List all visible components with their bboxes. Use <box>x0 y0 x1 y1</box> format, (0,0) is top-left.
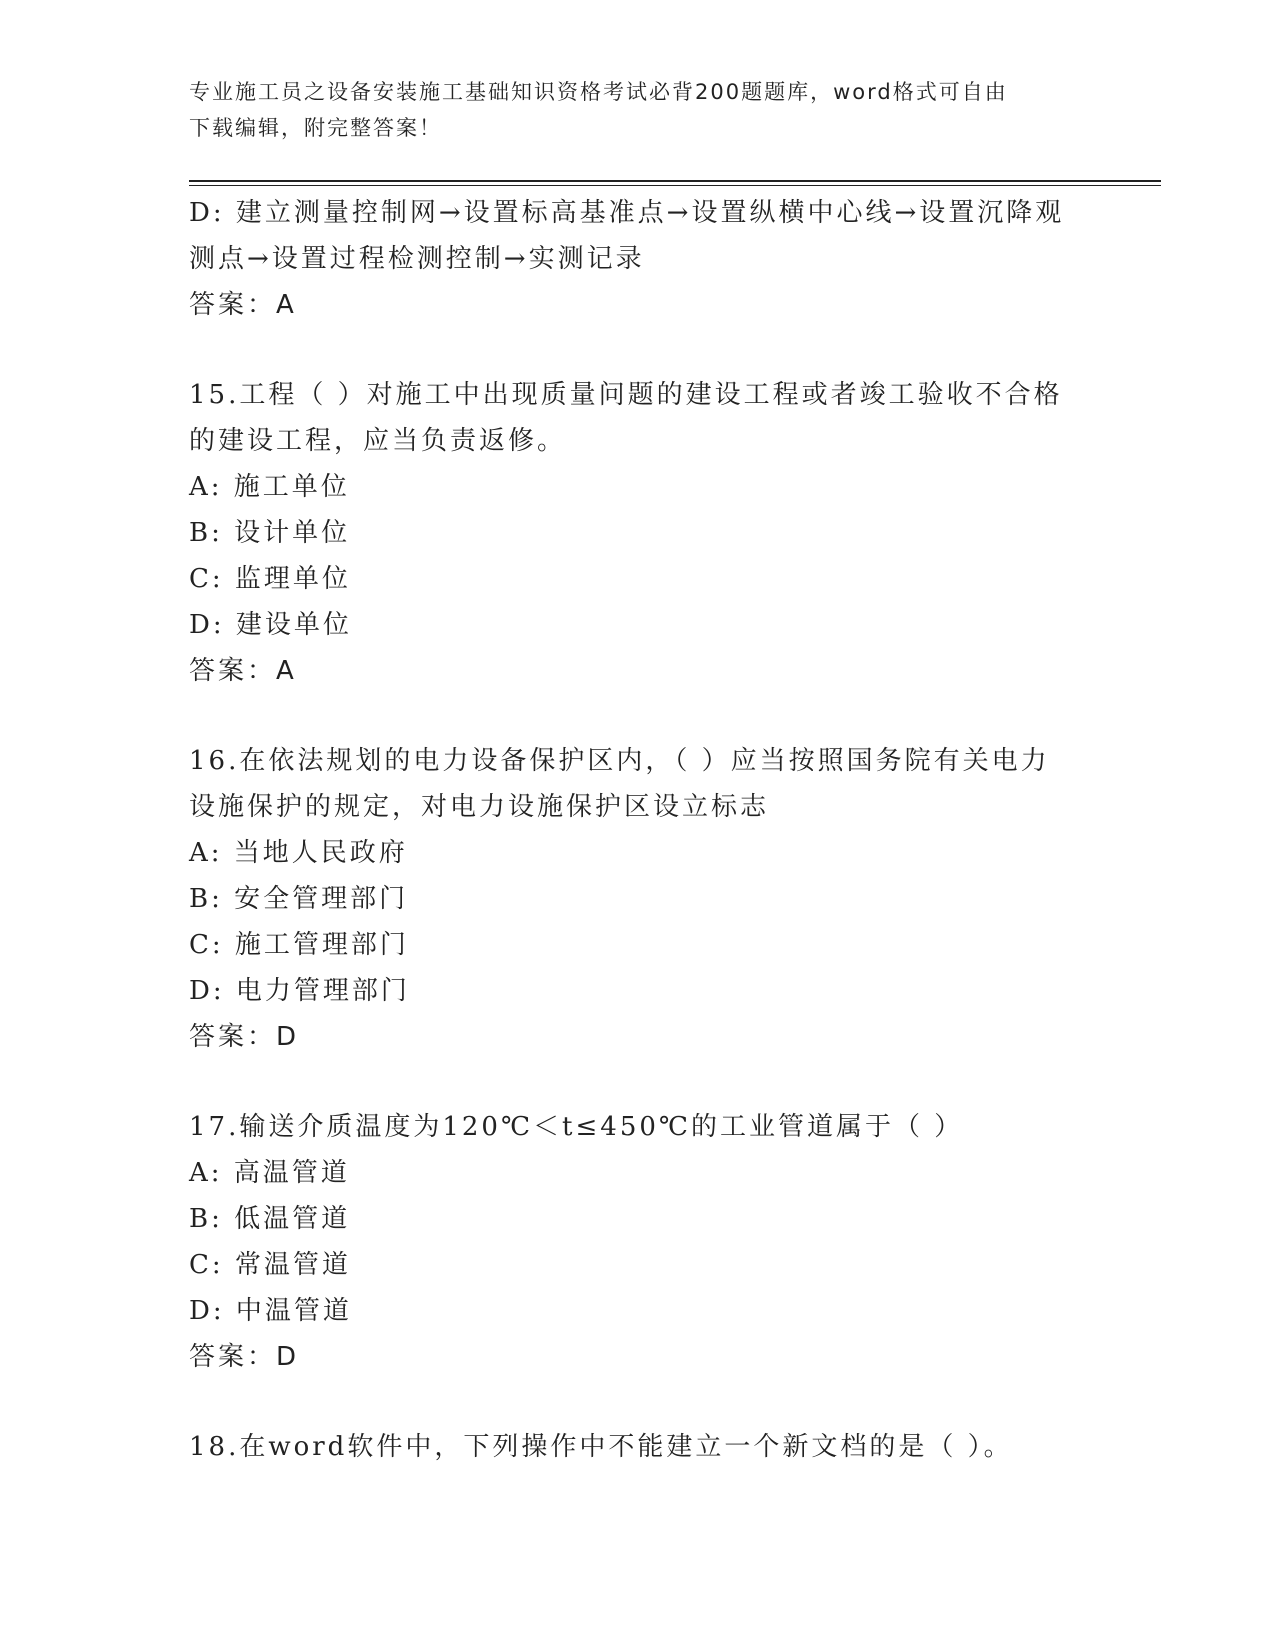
option-c: C: 施工管理部门 <box>189 930 409 960</box>
question-15 <box>189 372 1089 694</box>
question-text: 16.在依法规划的电力设备保护区内，（ ）应当按照国务院有关电力 <box>189 746 1050 776</box>
header-divider-thick <box>189 180 1161 182</box>
option-a: A: 当地人民政府 <box>189 838 408 868</box>
question-16 <box>189 738 1089 1060</box>
option-a: A: 施工单位 <box>189 472 350 502</box>
previous-question-tail <box>189 190 1089 328</box>
answer-label: 答案：A <box>189 656 297 686</box>
option-d: D: 电力管理部门 <box>189 976 410 1006</box>
option-d: D: 建设单位 <box>189 610 352 640</box>
answer-label: 答案：D <box>189 1022 300 1052</box>
header-line-2: 下载编辑，附完整答案！ <box>189 116 442 140</box>
option-b: B: 设计单位 <box>189 518 351 548</box>
question-text: 18.在word软件中，下列操作中不能建立一个新文档的是（ ）。 <box>189 1432 1013 1462</box>
question-text: 15.工程（ ）对施工中出现质量问题的建设工程或者竣工验收不合格 <box>189 380 1063 410</box>
question-17 <box>189 1104 1089 1380</box>
header-line-1: 专业施工员之设备安装施工基础知识资格考试必背200题题库，word格式可自由 <box>189 80 1008 104</box>
option-c: C: 监理单位 <box>189 564 351 594</box>
option-d-continued: 测点→设置过程检测控制→实测记录 <box>189 244 645 274</box>
header-divider-thin <box>189 185 1161 186</box>
option-c: C: 常温管道 <box>189 1250 351 1280</box>
option-b: B: 安全管理部门 <box>189 884 409 914</box>
question-18 <box>189 1424 1089 1470</box>
question-text-continued: 的建设工程，应当负责返修。 <box>189 426 567 456</box>
question-text-continued: 设施保护的规定，对电力设施保护区设立标志 <box>189 792 770 822</box>
answer-label: 答案：A <box>189 290 297 320</box>
option-d: D: 中温管道 <box>189 1296 352 1326</box>
option-a: A: 高温管道 <box>189 1158 350 1188</box>
option-d: D: 建立测量控制网→设置标高基准点→设置纵横中心线→设置沉降观 <box>189 198 1065 228</box>
question-text: 17.输送介质温度为120℃＜t≤450℃的工业管道属于（ ） <box>189 1112 964 1142</box>
question-content <box>189 190 1089 1470</box>
document-header <box>189 74 1069 146</box>
answer-label: 答案：D <box>189 1342 300 1372</box>
option-b: B: 低温管道 <box>189 1204 351 1234</box>
